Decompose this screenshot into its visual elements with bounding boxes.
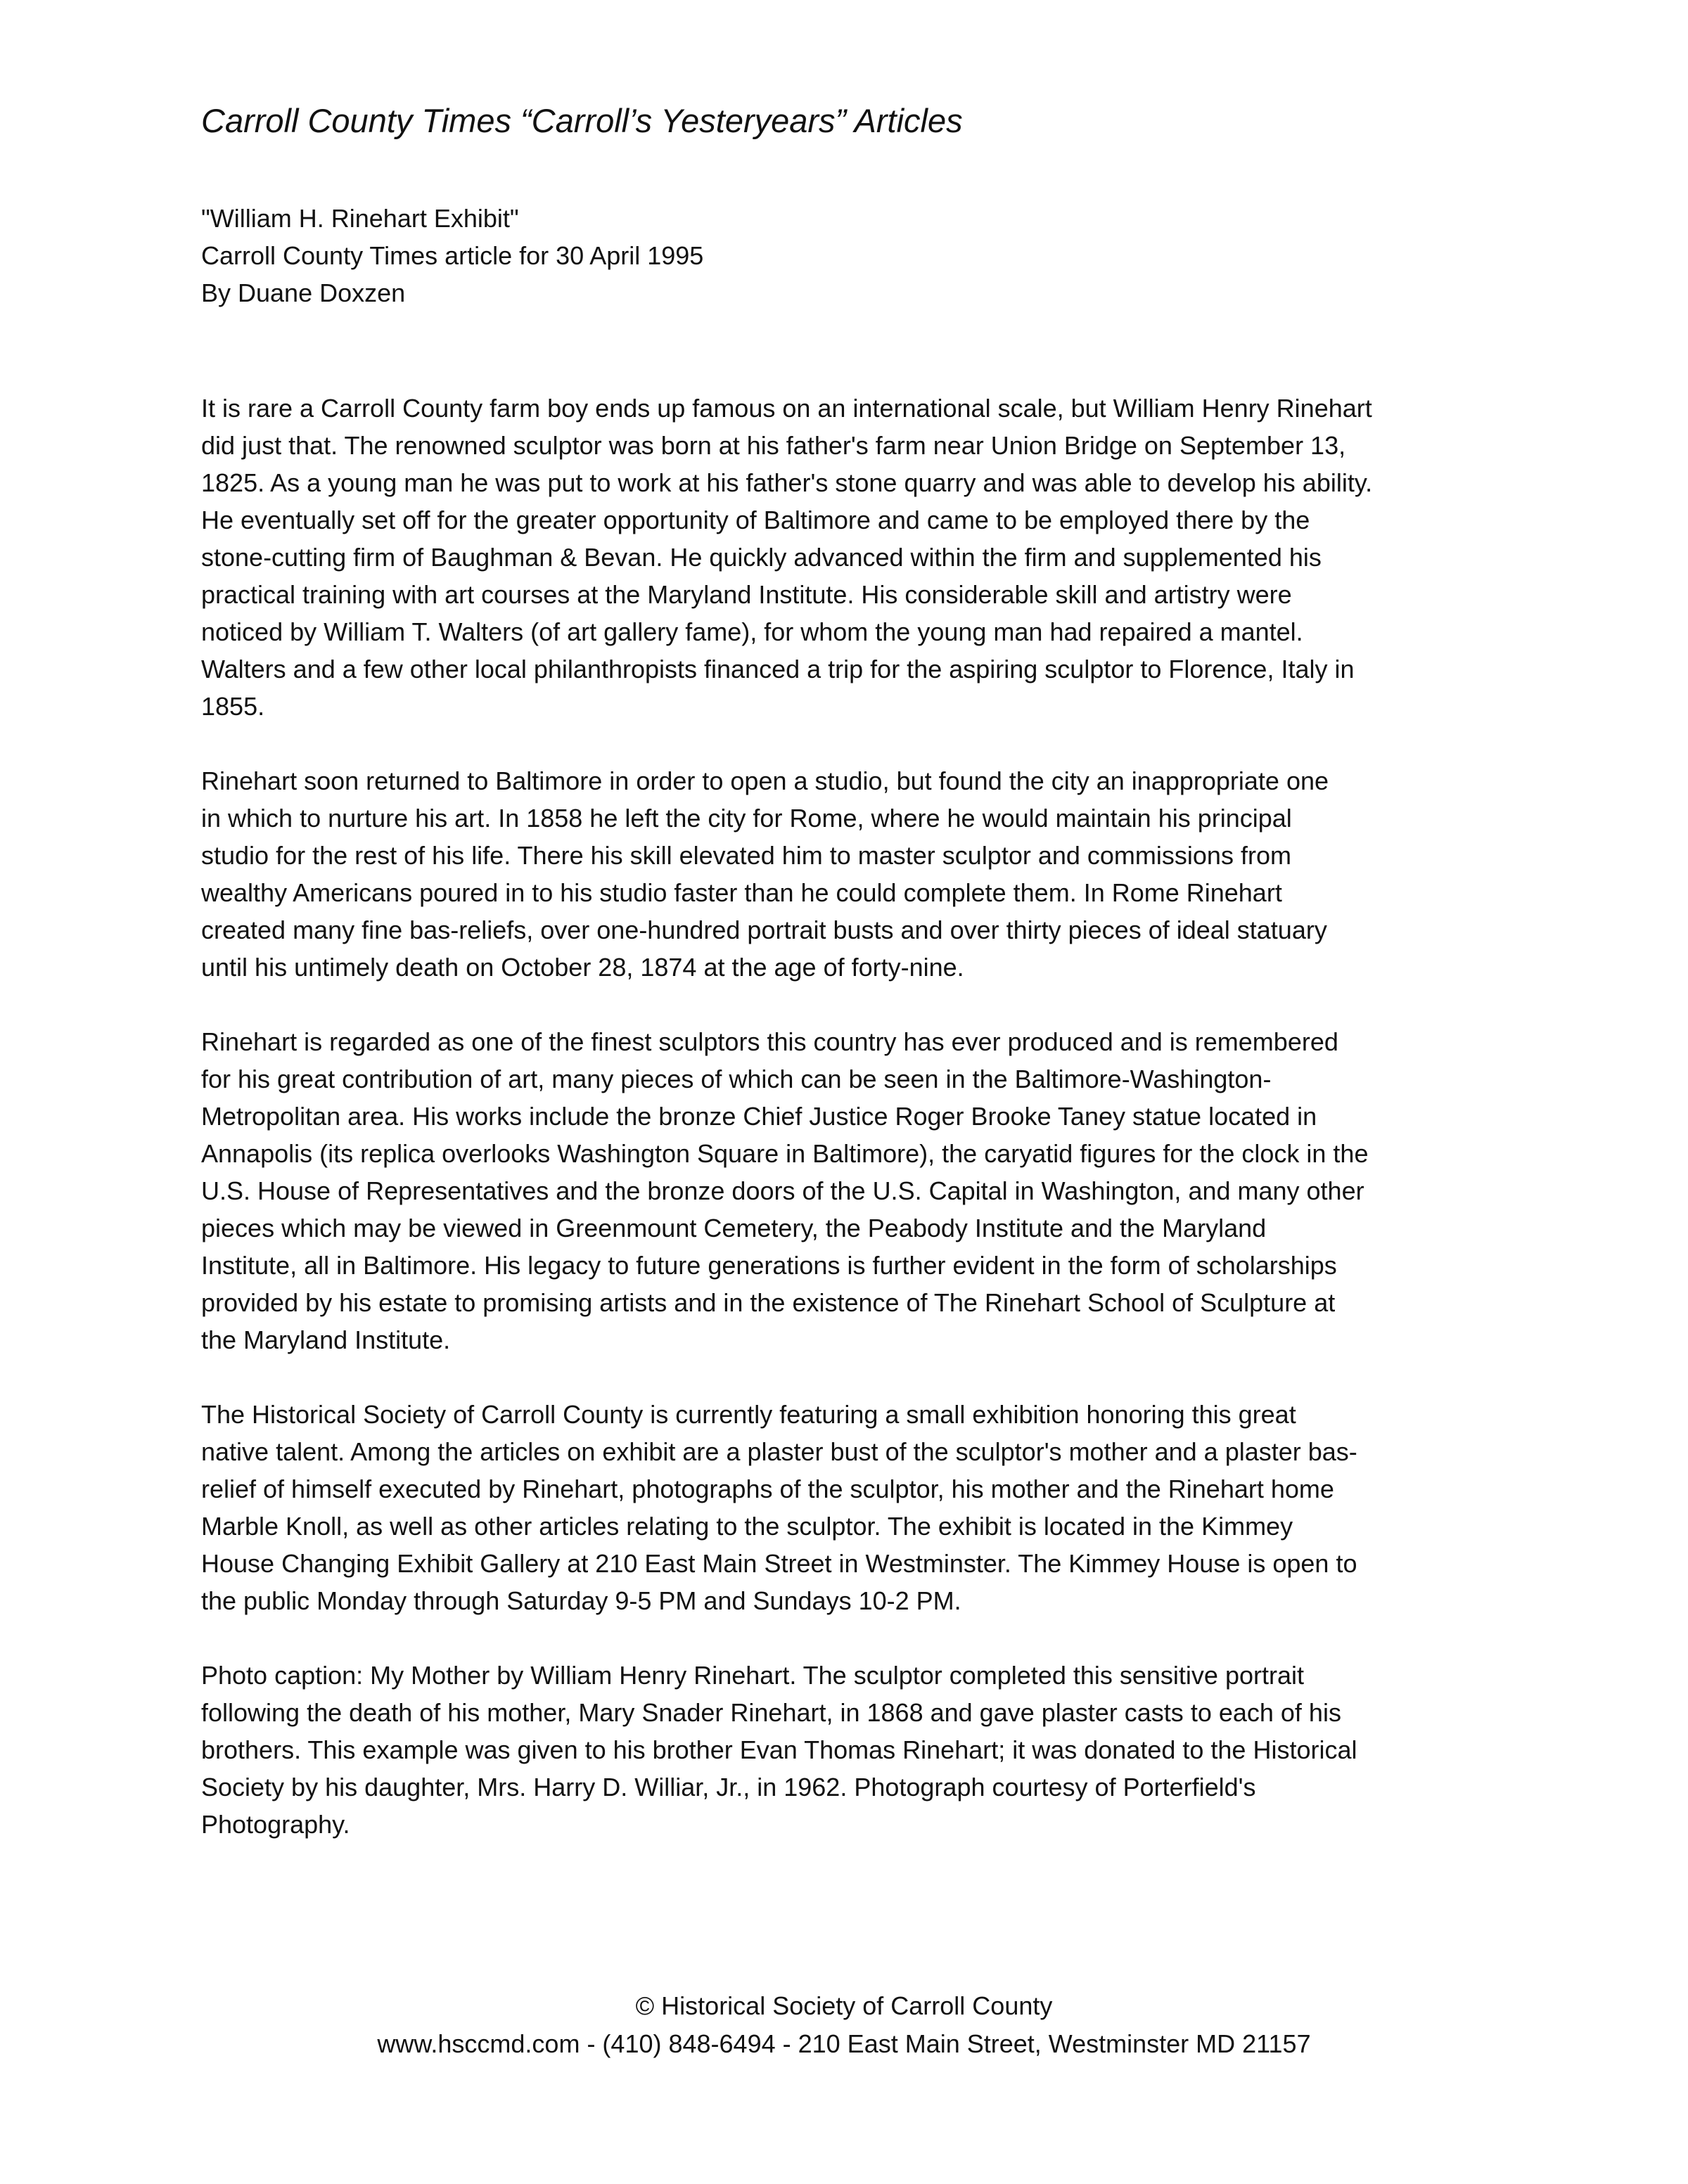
article-meta bbox=[201, 200, 1537, 311]
contact-line: www.hsccmd.com - (410) 848-6494 - 210 East Main Street, Westminster MD 21157 bbox=[377, 2029, 1311, 2058]
paragraph-legacy: Rinehart is regarded as one of the finest sculptors this country has ever produced and is remembered for his great contribution of art, many pieces of which can be seen in the Baltimore-Washington- Metropolitan area. His works include the bronze Chief Justice Roger Brooke Taney statue located in Annapolis (its replica overlooks Washington Square in Baltimore), the caryatid figures for the clock in the U.S. House of Representatives and the bronze doors of the U.S. Capital in Washington, and many other pieces which may be viewed in Greenmount Cemetery, the Peabody Institute and the Maryland Institute, all in Baltimore. His legacy to future generations is further evident in the form of scholarships provided by his estate to promising artists and in the existence of The Rinehart School of Sculpture at the Maryland Institute. bbox=[201, 1027, 1369, 1354]
article-title: "William H. Rinehart Exhibit" bbox=[201, 204, 519, 233]
byline: By Duane Doxzen bbox=[201, 278, 406, 307]
paragraph-early-life: It is rare a Carroll County farm boy ends up famous on an international scale, but William Henry Rinehart did just that. The renowned sculptor was born at his father's farm near Union Bridge on September 13, 1825. As a young man he was put to work at his father's stone quarry and was able to develop his ability. He eventually set off for the greater opportunity of Baltimore and came to be employed there by the stone-cutting firm of Baughman & Bevan. He quickly advanced within the firm and supplemented his practical training with art courses at the Maryland Institute. His considerable skill and artistry were noticed by William T. Walters (of art gallery fame), for whom the young man had repaired a mantel. Walters and a few other local philanthropists financed a trip for the aspiring sculptor to Florence, Italy in 1855. bbox=[201, 394, 1373, 721]
copyright-line: © Historical Society of Carroll County bbox=[635, 1991, 1053, 2020]
article-body bbox=[201, 390, 1509, 1843]
publication-line: Carroll County Times article for 30 April 1995 bbox=[201, 241, 704, 270]
series-title: Carroll County Times “Carroll’s Yesteryears” Articles bbox=[201, 102, 963, 139]
page-footer bbox=[0, 1987, 1688, 2063]
paragraph-rome: Rinehart soon returned to Baltimore in order to open a studio, but found the city an inappropriate one in which to nurture his art. In 1858 he left the city for Rome, where he would maintain his principal studio for the rest of his life. There his skill elevated him to master sculptor and commissions from wealthy Americans poured in to his studio faster than he could complete them. In Rome Rinehart created many fine bas-reliefs, over one-hundred portrait busts and over thirty pieces of ideal statuary until his untimely death on October 28, 1874 at the age of forty-nine. bbox=[201, 766, 1329, 982]
photo-caption: Photo caption: My Mother by William Henry Rinehart. The sculptor completed this sensitive portrait following the death of his mother, Mary Snader Rinehart, in 1868 and gave plaster casts to each of his brothers. This example was given to his brother Evan Thomas Rinehart; it was donated to the Historical Society by his daughter, Mrs. Harry D. Williar, Jr., in 1962. Photograph courtesy of Porterfield's Photography. bbox=[201, 1661, 1357, 1839]
paragraph-exhibit: The Historical Society of Carroll County is currently featuring a small exhibition honoring this great native talent. Among the articles on exhibit are a plaster bust of the sculptor's mother and a plaster bas- relief of himself executed by Rinehart, photographs of the sculptor, his mother and the Rinehart home Marble Knoll, as well as other articles relating to the sculptor. The exhibit is located in the Kimmey House Changing Exhibit Gallery at 210 East Main Street in Westminster. The Kimmey House is open to the public Monday through Saturday 9-5 PM and Sundays 10-2 PM. bbox=[201, 1400, 1357, 1615]
